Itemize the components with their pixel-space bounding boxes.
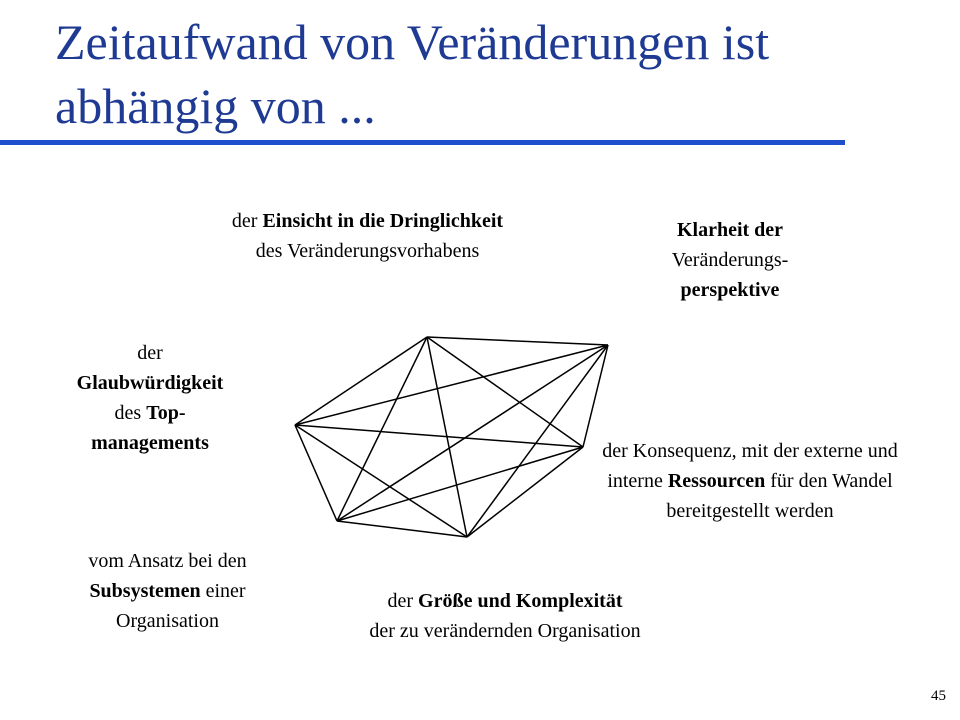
label-groesse-pre: der xyxy=(387,590,419,612)
label-klarheit-plain: Veränderungs- xyxy=(671,249,789,271)
label-groesse xyxy=(330,586,680,646)
edge-11 xyxy=(295,425,583,447)
label-einsicht-bold: Einsicht in die Dringlichkeit xyxy=(262,210,504,232)
edge-6 xyxy=(467,345,608,537)
edge-7 xyxy=(337,345,608,521)
edge-8 xyxy=(295,345,608,425)
page-number: 45 xyxy=(931,688,946,704)
title-line-2: abhängig von ... xyxy=(55,78,376,134)
label-glaub-bold2: Top- managements xyxy=(91,402,209,454)
edge-1 xyxy=(427,337,583,447)
label-glaub-mid: des xyxy=(114,402,147,424)
label-ansatz xyxy=(50,546,285,636)
label-ansatz-post: einer Organisation xyxy=(116,580,246,632)
label-klarheit-bold1: Klarheit der xyxy=(676,219,784,241)
edge-9 xyxy=(467,447,583,537)
label-konsequenz-post: für den Wandel bereitgestellt werden xyxy=(666,470,893,522)
edge-13 xyxy=(295,425,467,537)
edge-10 xyxy=(337,447,583,521)
label-konsequenz-pre: der Konsequenz, mit der externe und interne xyxy=(602,440,898,492)
label-einsicht xyxy=(225,206,510,266)
label-klarheit xyxy=(640,215,820,305)
edge-12 xyxy=(337,521,467,537)
label-ansatz-bold: Subsystemen xyxy=(89,580,201,602)
label-groesse-post: der zu verändernden Organisation xyxy=(369,620,641,642)
label-glaub-bold1: Glaubwürdigkeit xyxy=(76,372,224,394)
label-groesse-bold: Größe und Komplexität xyxy=(418,590,623,612)
label-ansatz-pre: vom Ansatz bei den xyxy=(88,550,247,572)
edge-4 xyxy=(295,337,427,425)
edge-5 xyxy=(583,345,608,447)
graph-edges xyxy=(295,337,608,537)
label-klarheit-bold2: perspektive xyxy=(680,279,780,301)
label-einsicht-pre: der xyxy=(231,210,263,232)
label-glaubwuerdigkeit xyxy=(40,338,260,458)
label-konsequenz-bold: Ressourcen xyxy=(667,470,766,492)
label-einsicht-post: des Veränderungsvorhabens xyxy=(255,240,480,262)
edge-0 xyxy=(427,337,608,345)
label-konsequenz xyxy=(590,436,910,526)
label-glaub-pre: der xyxy=(137,342,163,364)
title-line-1: Zeitaufwand von Veränderungen ist xyxy=(55,14,770,70)
